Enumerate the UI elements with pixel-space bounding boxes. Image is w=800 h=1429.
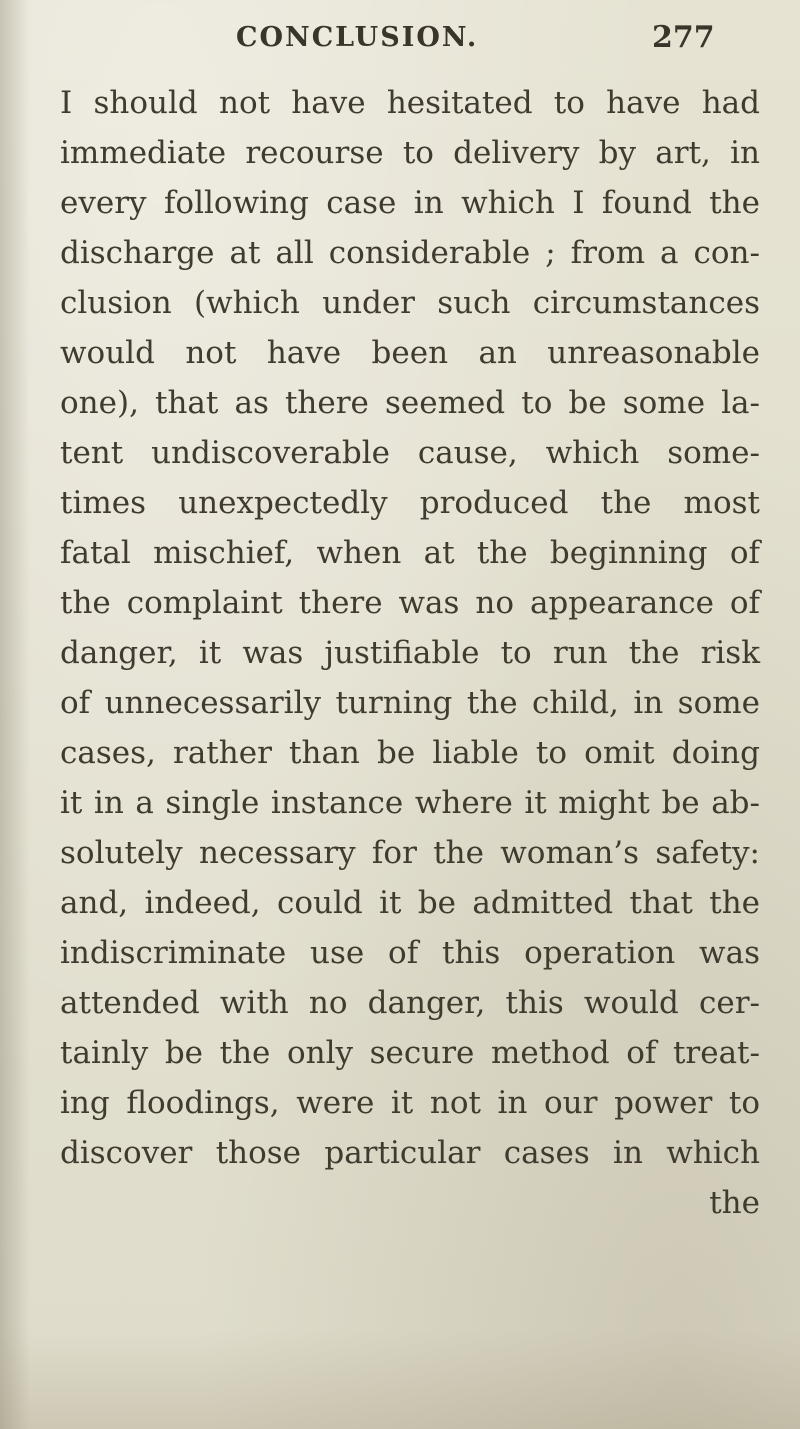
- text-line: cases, rather than be liable to omit doing: [60, 735, 760, 771]
- text-line: and, indeed, could it be admitted that the: [60, 885, 760, 921]
- text-line: one), that as there seemed to be some la-: [60, 385, 760, 421]
- running-head: CONCLUSION.: [236, 22, 479, 53]
- text-line: discharge at all considerable ; from a con-: [60, 235, 760, 271]
- text-line: ing floodings, were it not in our power to: [60, 1085, 760, 1121]
- text-line: danger, it was justifiable to run the risk: [60, 635, 760, 671]
- binding-shadow: [0, 0, 30, 1429]
- text-line: fatal mischief, when at the beginning of: [60, 535, 760, 571]
- catchword: the: [709, 1185, 760, 1221]
- text-line: every following case in which I found the: [60, 185, 760, 221]
- text-line: it in a single instance where it might be ab-: [60, 785, 760, 821]
- text-line: of unnecessarily turning the child, in some: [60, 685, 760, 721]
- text-line: indiscriminate use of this operation was: [60, 935, 760, 971]
- text-line: attended with no danger, this would cer-: [60, 985, 760, 1021]
- text-line: times unexpectedly produced the most: [60, 485, 760, 521]
- page-number: 277: [652, 20, 715, 55]
- text-line: tainly be the only secure method of treat-: [60, 1035, 760, 1071]
- text-line: I should not have hesitated to have had: [60, 85, 760, 121]
- text-line: immediate recourse to delivery by art, in: [60, 135, 760, 171]
- text-line: the complaint there was no appearance of: [60, 585, 760, 621]
- text-line: solutely necessary for the woman’s safety:: [60, 835, 760, 871]
- text-line: discover those particular cases in which: [60, 1135, 760, 1171]
- text-line: tent undiscoverable cause, which some-: [60, 435, 760, 471]
- page-bottom-shading: [0, 1330, 800, 1429]
- page-header: [0, 22, 800, 62]
- text-line: would not have been an unreasonable: [60, 335, 760, 371]
- text-line: clusion (which under such circumstances: [60, 285, 760, 321]
